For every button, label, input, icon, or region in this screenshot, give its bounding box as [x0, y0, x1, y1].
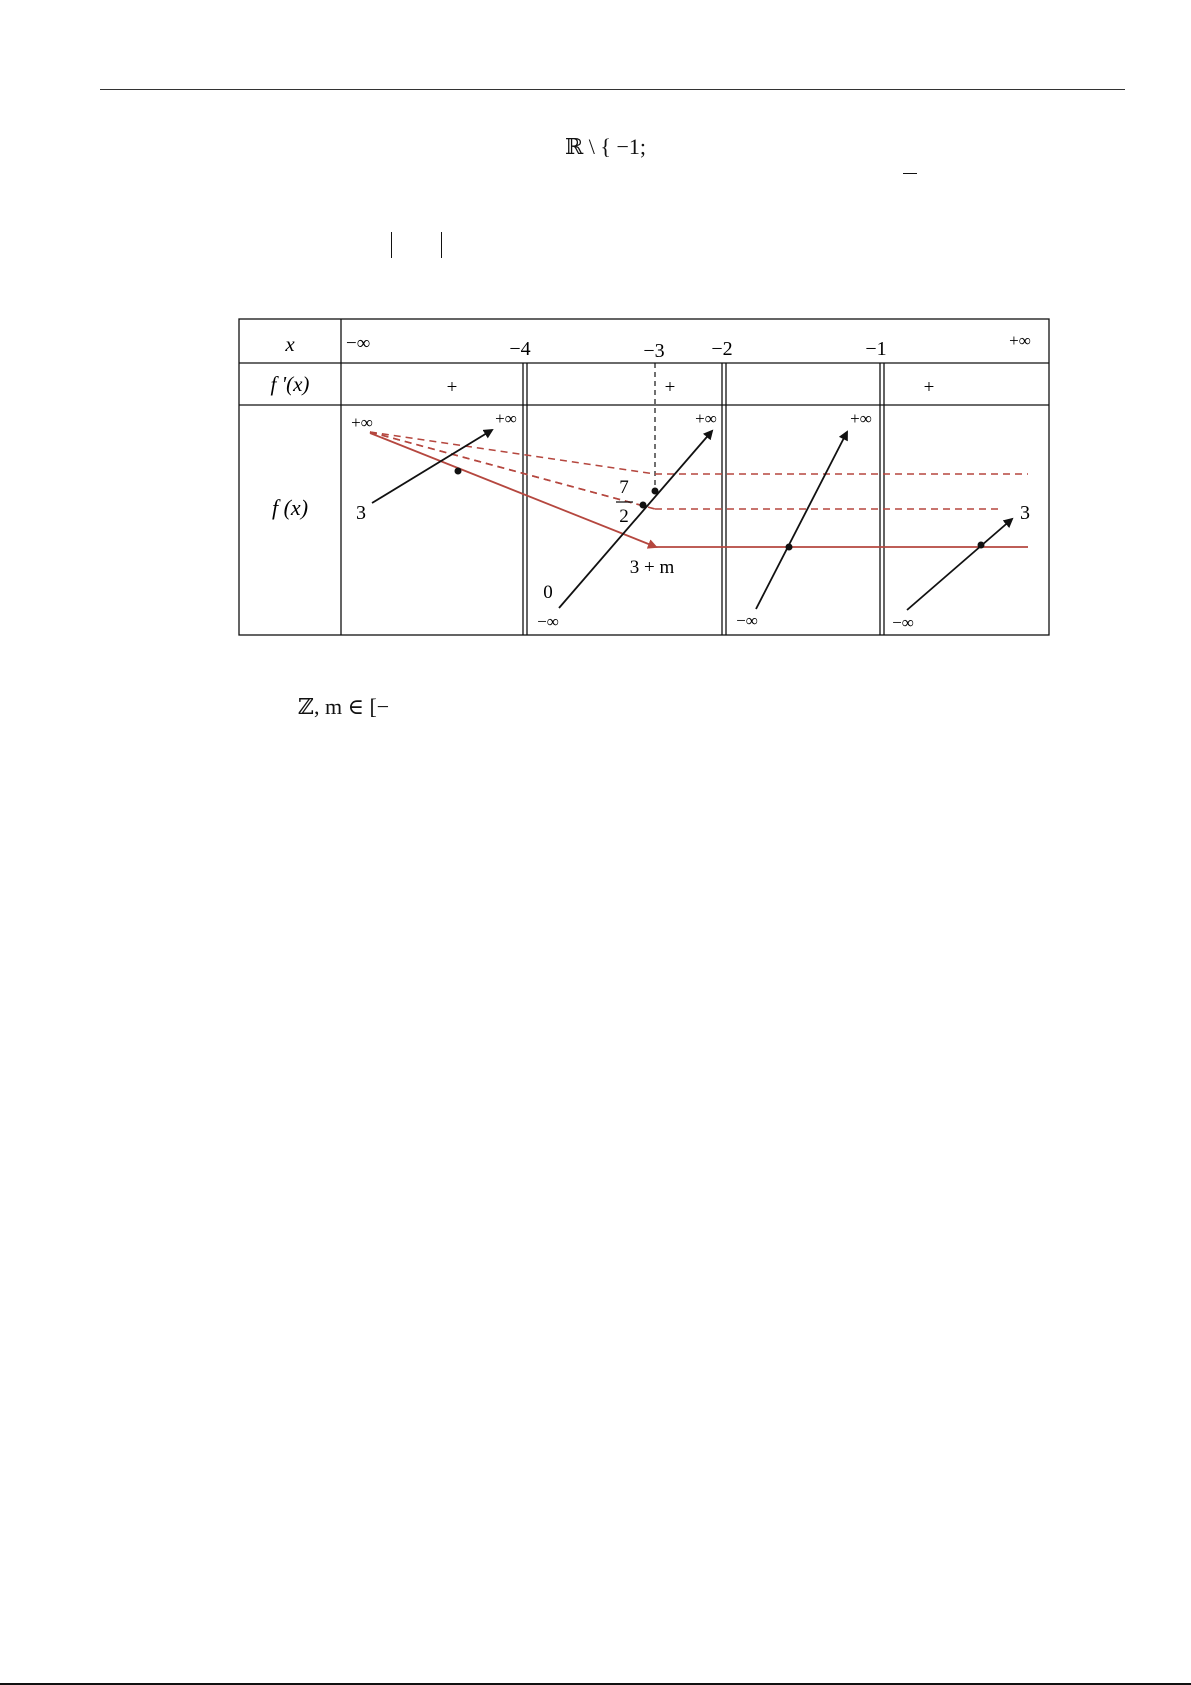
variation-table	[0, 0, 1191, 660]
sign-2: +	[664, 377, 676, 398]
x-value-pos-inf: +∞	[1009, 331, 1031, 350]
label-frac-den: 2	[619, 506, 629, 527]
variation-arrows	[372, 430, 1012, 610]
x-value-neg2: −2	[711, 338, 733, 360]
x-value-neg3: −3	[643, 340, 665, 362]
row-label-fprime: f '(x)	[270, 372, 310, 396]
label-i3-bottom: −∞	[736, 611, 758, 630]
x-value-neg-inf: −∞	[346, 333, 371, 354]
table-frame	[239, 319, 1049, 635]
label-i3-top: +∞	[850, 409, 872, 428]
x-value-neg1: −1	[865, 338, 887, 360]
sign-1: +	[446, 377, 458, 398]
label-frac-num: 7	[619, 477, 629, 498]
x-value-neg4: −4	[509, 338, 531, 360]
sign-3: +	[923, 377, 935, 398]
label-three-plus-m: 3 + m	[629, 557, 675, 578]
label-i1-bottom: 3	[356, 502, 366, 524]
label-i1-top-right: +∞	[495, 409, 517, 428]
label-i2-top: +∞	[695, 409, 717, 428]
condition-text: ℤ, m ∈ [−	[298, 694, 390, 719]
domain-set-text: ℝ \ { −1;	[565, 134, 646, 159]
row-label-x: x	[285, 332, 295, 356]
label-i1-top-left: +∞	[351, 413, 373, 432]
row-label-f: f (x)	[271, 495, 309, 520]
label-i4-bottom: −∞	[892, 613, 914, 632]
label-i2-zero: 0	[543, 582, 553, 603]
label-i2-bottom: −∞	[537, 612, 559, 631]
label-i4-top: 3	[1020, 502, 1030, 524]
red-arrow-line	[370, 433, 656, 547]
